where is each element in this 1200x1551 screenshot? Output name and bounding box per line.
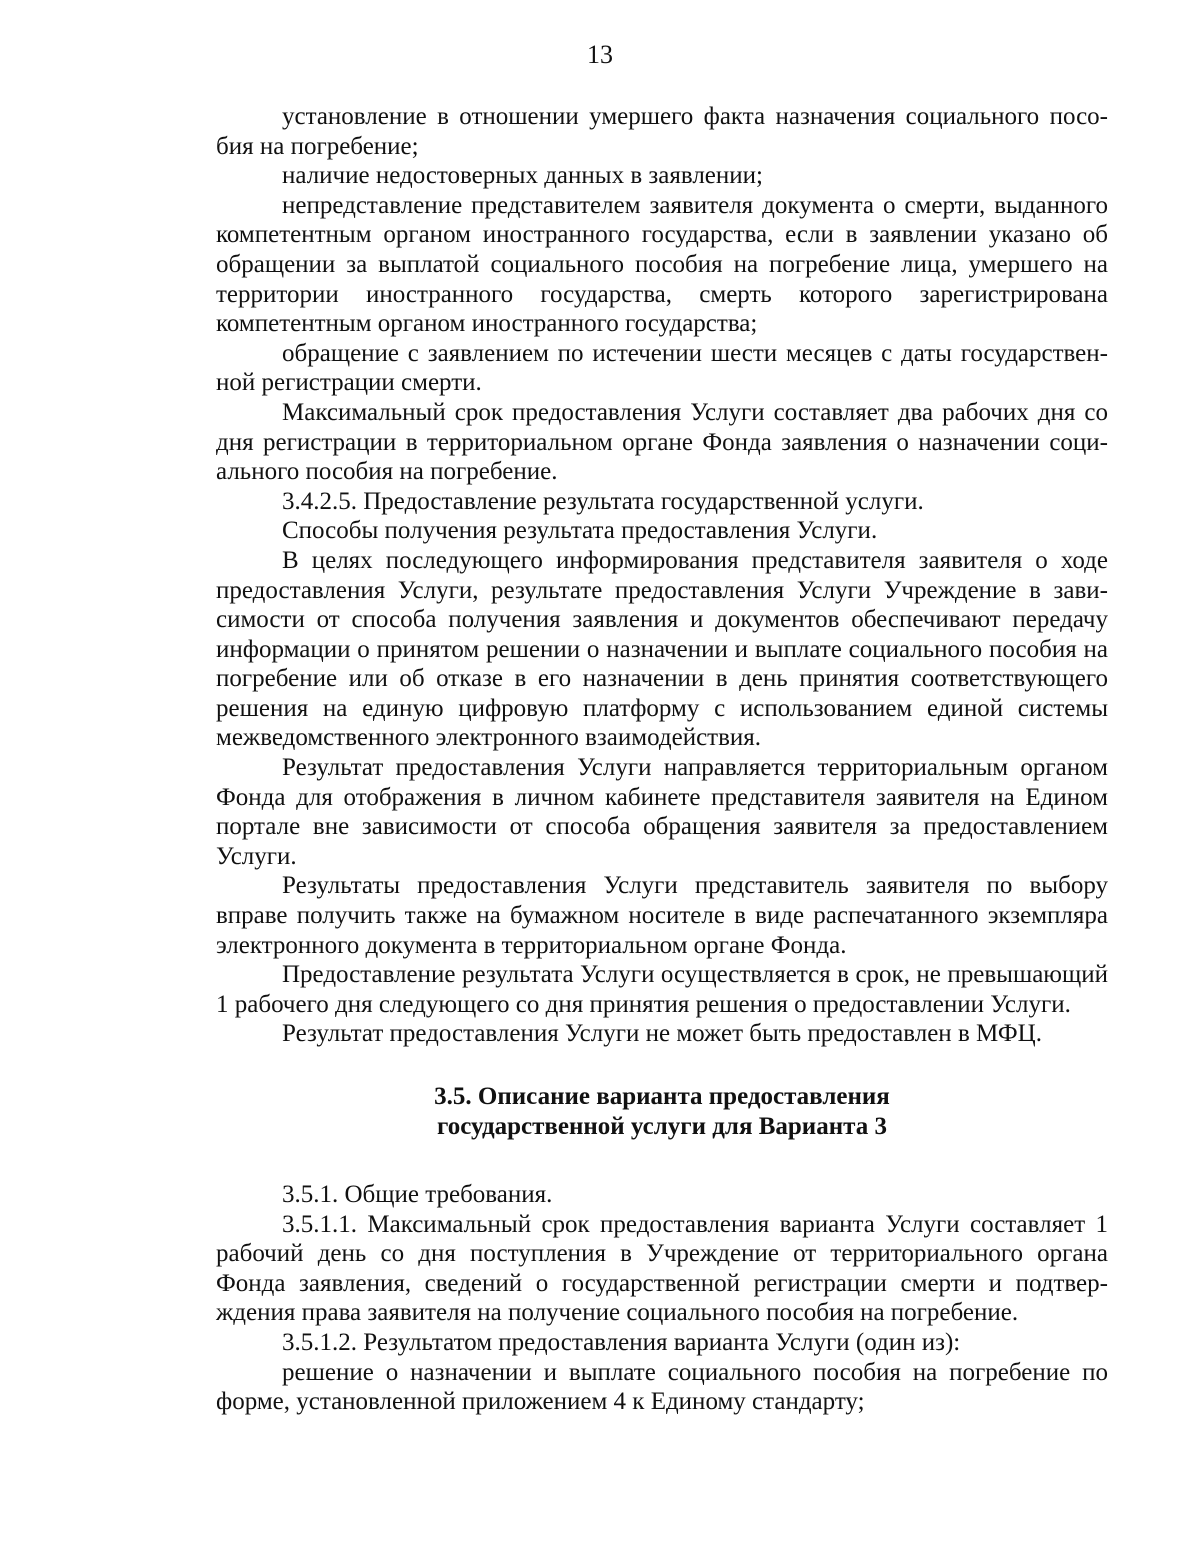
paragraph: Максимальный срок предоставления Услуги составляет два рабочих дня со дня регистрации в территориальном органе Фонда заявления о назначении социального пособия на погребение. xyxy=(216,398,1108,486)
paragraph: Результат предоставления Услуги направляется территориальным органом Фонда для отображения в личном кабинете представителя заявителя на Едином портале вне зависимости от способа обращения заявителя за предоставлением Услуги. xyxy=(216,754,1108,870)
paragraph: В целях последующего информирования представителя заявителя о ходе предоставления Услуги, результате предоставления Услуги Учреждение в зависимости от способа получения заявления и документов обеспечивают передачу информации о принятом решении о назначении и выплате социального пособия на погребение или об отказе в его назначении в день принятия соответствующего решения на единую цифровую платформу с использованием единой системы межведомственного электронного взаимодействия. xyxy=(216,546,1108,752)
section-heading xyxy=(216,1082,1108,1142)
paragraph: Результаты предоставления Услуги представитель заявителя по выбору вправе получить также на бумажном носителе в виде распечатанного экземпляра электронного документа в территориальном органе Фонда. xyxy=(216,872,1108,959)
paragraph: непредставление представителем заявителя документа о смерти, выданного компетентным органом иностранного государства, если в заявлении указано об обращении за выплатой социального пособия на погребение лица, умершего на территории иностранного государства, смерть которого зарегистрирована компетентным органом иностранного государства; xyxy=(216,191,1108,338)
paragraph: Результат предоставления Услуги не может быть предоставлен в МФЦ. xyxy=(282,1020,1042,1048)
paragraph: наличие недостоверных данных в заявлении; xyxy=(282,162,763,190)
paragraph: решение о назначении и выплате социального пособия на погребение по форме, установленной приложением 4 к Единому стандарту; xyxy=(216,1358,1108,1416)
document-body xyxy=(216,102,1108,1417)
page-number: 13 xyxy=(587,40,613,69)
paragraph: Способы получения результата предоставления Услуги. xyxy=(282,517,878,545)
paragraph: 3.5.1.2. Результатом предоставления варианта Услуги (один из): xyxy=(282,1328,961,1356)
paragraph: 3.5.1. Общие требования. xyxy=(282,1181,553,1208)
section-heading-line: государственной услуги для Варианта 3 xyxy=(437,1113,887,1140)
section-heading-line: 3.5. Описание варианта предоставления xyxy=(434,1083,890,1110)
paragraph: 3.4.2.5. Предоставление результата государственной услуги. xyxy=(282,487,924,515)
paragraph: установление в отношении умершего факта назначения социального пособия на погребение; xyxy=(216,103,1108,160)
paragraph: обращение с заявлением по истечении шести месяцев с даты государственной регистрации смерти. xyxy=(216,339,1108,397)
paragraph: 3.5.1.1. Максимальный срок предоставления варианта Услуги составляет 1 рабочий день со дня поступления в Учреждение от территориального органа Фонда заявления, сведений о государственной регистрации смерти и подтверждения права заявителя на получение социального пособия на погребение. xyxy=(216,1210,1108,1327)
paragraph: Предоставление результата Услуги осуществляется в срок, не превышающий 1 рабочего дня следующего со дня принятия решения о предоставлении Услуги. xyxy=(216,961,1108,1018)
